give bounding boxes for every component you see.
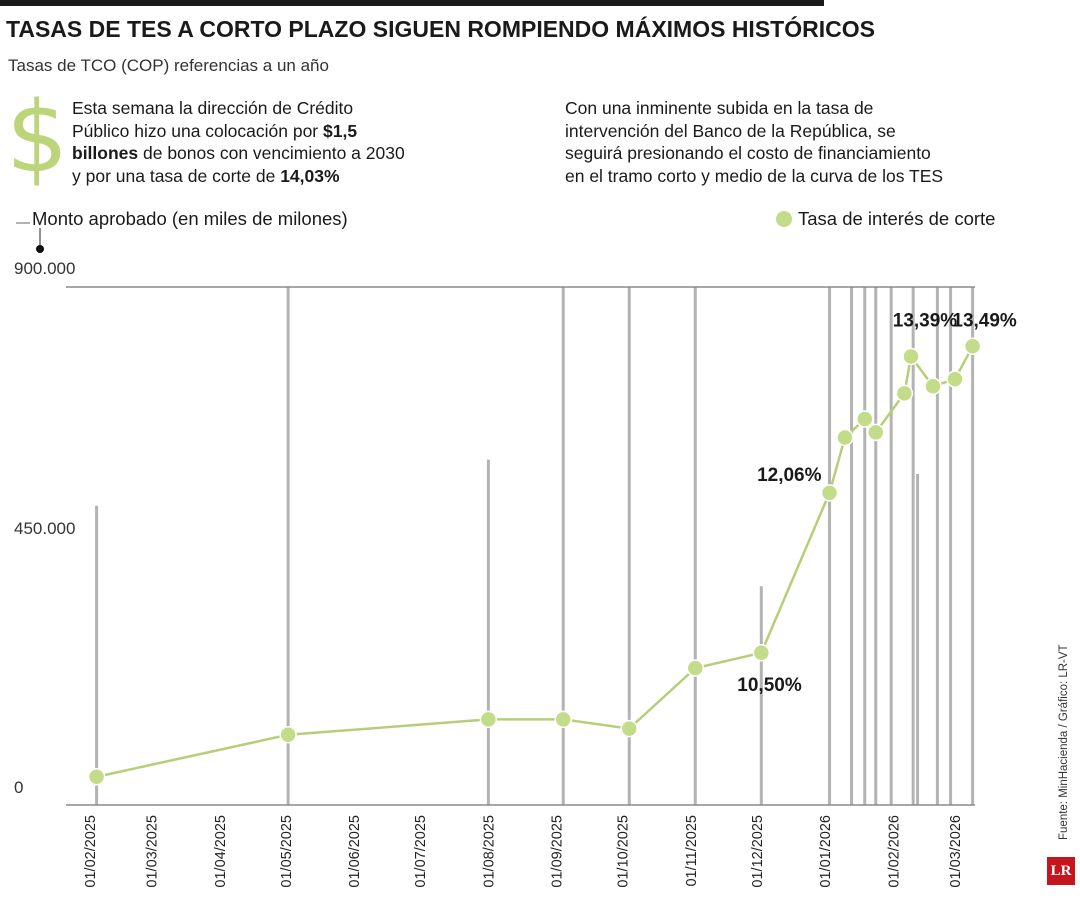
rate-point — [903, 349, 919, 365]
x-tick-label: 01/07/2025 — [413, 815, 430, 888]
rate-point — [925, 378, 941, 394]
dollar-icon: $ — [6, 81, 69, 195]
rate-point — [753, 645, 769, 661]
legend-line-label: Tasa de interés de corte — [798, 208, 996, 229]
y-tick-label: 450.000 — [14, 519, 76, 538]
rate-point — [896, 385, 912, 401]
rate-data-label: 12,06% — [757, 464, 822, 486]
x-tick-label: 01/10/2025 — [615, 815, 632, 888]
x-tick-label: 01/06/2025 — [347, 815, 364, 888]
x-tick-label: 01/05/2025 — [278, 815, 295, 888]
chart-title: TASAS DE TES A CORTO PLAZO SIGUEN ROMPIENDO MÁXIMOS HISTÓRICOS — [6, 16, 875, 42]
rate-point — [621, 721, 637, 737]
rate-line — [97, 346, 973, 777]
line-layer — [89, 338, 981, 785]
x-tick-label: 01/03/2026 — [948, 815, 964, 888]
rate-point — [280, 727, 296, 743]
rate-point — [480, 711, 496, 727]
chart-subtitle: Tasas de TCO (COP) referencias a un año — [8, 56, 329, 75]
x-tick-label: 01/08/2025 — [481, 815, 498, 888]
x-tick-label: 01/02/2026 — [886, 815, 903, 888]
note-right-line: Con una inminente subida en la tasa de — [565, 98, 874, 118]
x-tick-label: 01/03/2025 — [144, 815, 161, 888]
x-tick-label: 01/01/2026 — [818, 815, 835, 888]
rate-point — [857, 411, 873, 427]
rate-point — [89, 769, 105, 785]
rate-point — [868, 424, 884, 440]
note-left-line: billones de bonos con vencimiento a 2030 — [72, 143, 405, 163]
note-left-line: Esta semana la dirección de Crédito — [72, 98, 354, 118]
rate-point — [965, 338, 981, 354]
bar-layer — [97, 287, 973, 805]
legend-pointer-dot — [36, 245, 44, 253]
note-right-line: en el tramo corto y medio de la curva de los TES — [565, 165, 944, 186]
y-tick-label: 0 — [14, 778, 24, 797]
x-tick-label: 01/11/2025 — [683, 815, 700, 887]
x-tick-label: 01/04/2025 — [212, 815, 229, 888]
x-tick-label: 01/02/2025 — [83, 815, 99, 888]
note-right-line: intervención del Banco de la República, se — [565, 120, 896, 141]
x-tick-label: 01/09/2025 — [549, 815, 566, 888]
source-credit: Fuente: MinHacienda / Gráfico: LR-VT — [1058, 644, 1070, 840]
x-tick-label: 01/12/2025 — [749, 815, 766, 888]
rate-point — [687, 660, 703, 676]
rate-point — [555, 711, 571, 727]
note-left-line: y por una tasa de corte de 14,03% — [72, 165, 340, 186]
note-right-line: seguirá presionando el costo de financiamiento — [565, 143, 931, 163]
rate-point — [837, 430, 853, 446]
rate-point — [822, 485, 838, 501]
note-left-line: Público hizo una colocación por $1,5 — [72, 120, 358, 141]
rate-data-label: 13,49% — [952, 310, 1017, 332]
rate-point — [947, 371, 963, 387]
rate-data-label: 10,50% — [737, 674, 802, 696]
y-tick-label: 900.000 — [14, 259, 76, 278]
legend-bars-label: Monto aprobado (en miles de milones) — [32, 208, 348, 229]
rate-data-label: 13,39% — [892, 310, 958, 332]
lr-logo: LR — [1047, 857, 1075, 885]
